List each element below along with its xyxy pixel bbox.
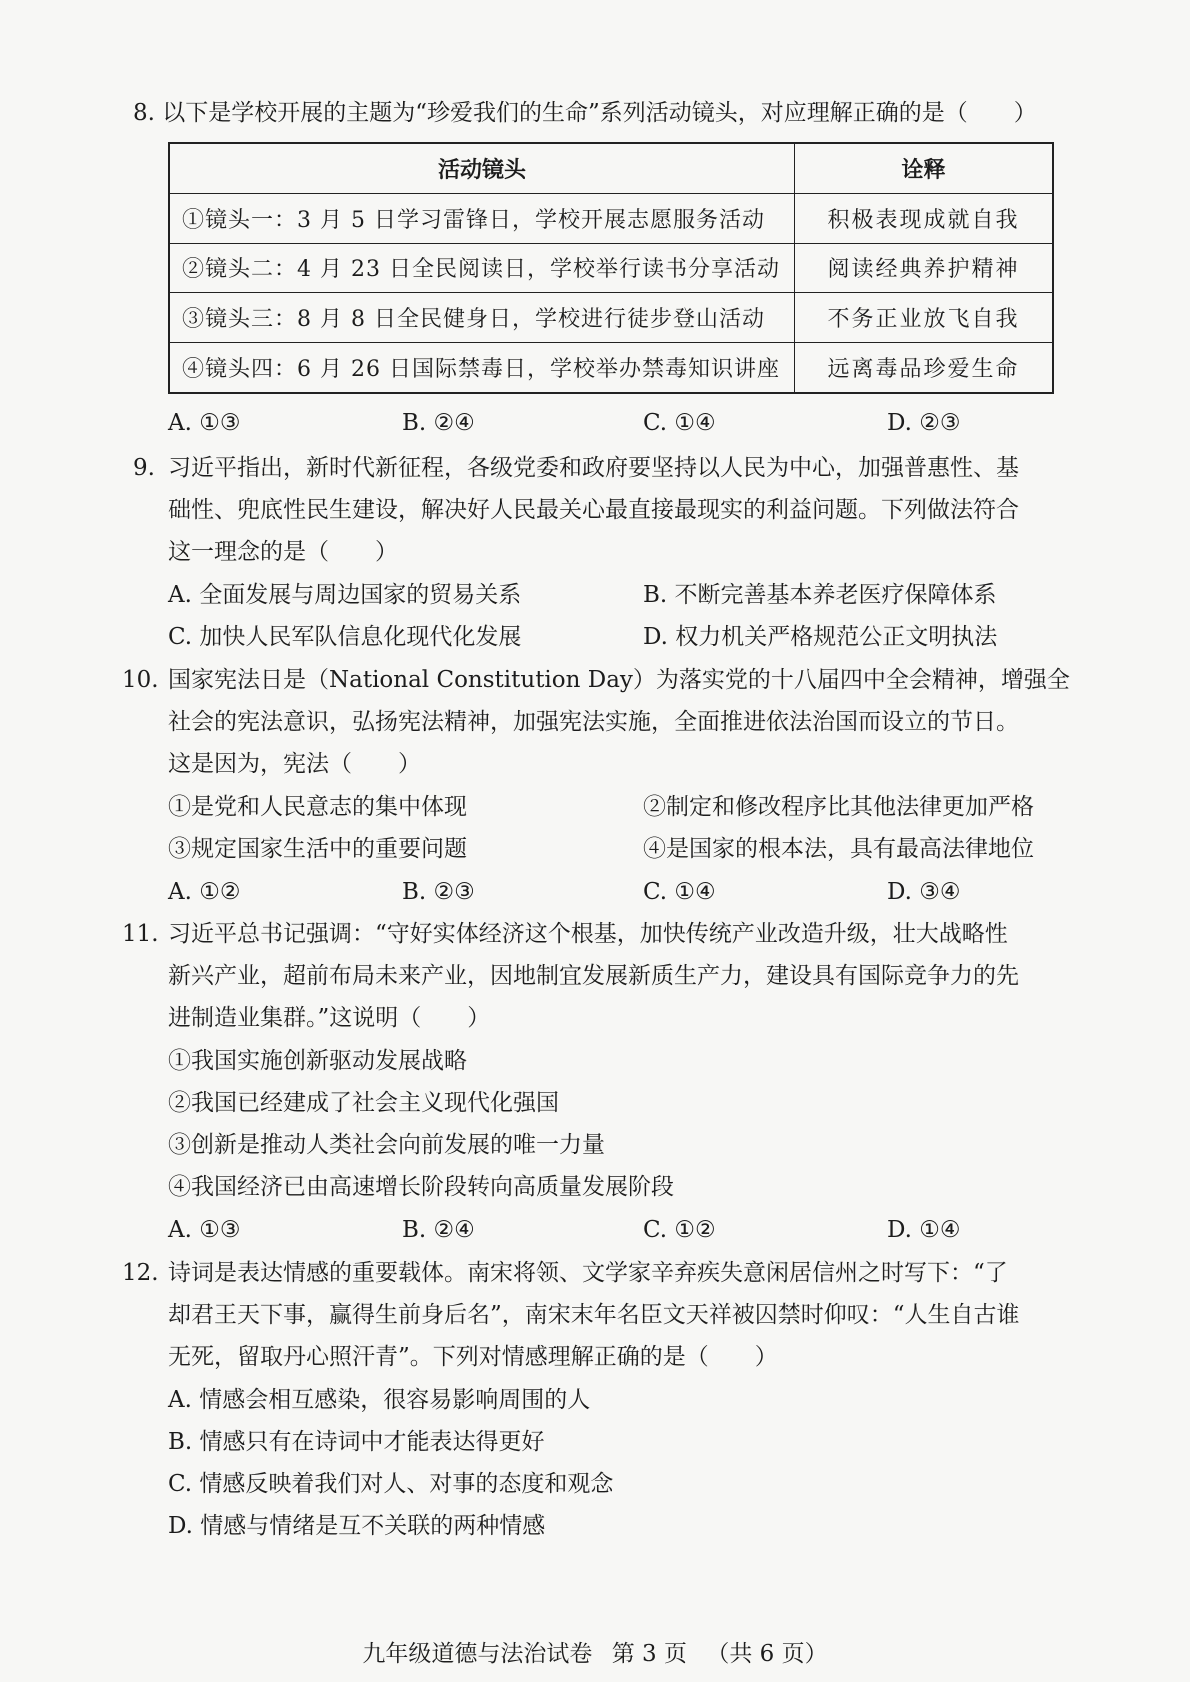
q8-option-a: A. ①③ — [168, 410, 241, 436]
table-cell-shot: ①镜头一：3 月 5 日学习雷锋日，学校开展志愿服务活动 — [169, 193, 795, 243]
footer-page-number: 第 3 页 — [611, 1641, 687, 1667]
q8-activity-table — [168, 142, 1054, 394]
q12-line: 却君王天下事，赢得生前身后名”，南宋末年名臣文天祥被囚禁时仰叹：“人生自古谁 — [168, 1302, 1020, 1328]
table-cell-shot: ③镜头三：8 月 8 日全民健身日，学校进行徒步登山活动 — [169, 293, 795, 343]
q11-option-b: B. ②④ — [402, 1217, 475, 1243]
q10-statement: ②制定和修改程序比其他法律更加严格 — [643, 794, 1034, 820]
q12-number: 12. — [122, 1260, 159, 1286]
q9-line: 习近平指出，新时代新征程，各级党委和政府要坚持以人民为中心，加强普惠性、基 — [168, 455, 1019, 481]
page-footer — [0, 1635, 1190, 1668]
table-header-note: 诠释 — [795, 143, 1054, 193]
q10-option-c: C. ①④ — [643, 879, 716, 905]
q12-line: 诗词是表达情感的重要载体。南宋将领、文学家辛弃疾失意闲居信州之时写下：“了 — [168, 1260, 1008, 1286]
q11-statement: ④我国经济已由高速增长阶段转向高质量发展阶段 — [168, 1174, 674, 1200]
q11-statement: ①我国实施创新驱动发展战略 — [168, 1048, 467, 1074]
q11-statement: ③创新是推动人类社会向前发展的唯一力量 — [168, 1132, 605, 1158]
q10-option-d: D. ③④ — [887, 879, 961, 905]
q10-number: 10. — [122, 667, 159, 693]
table-cell-shot: ④镜头四：6 月 26 日国际禁毒日，学校举办禁毒知识讲座 — [169, 343, 795, 393]
table-cell-shot: ②镜头二：4 月 23 日全民阅读日，学校举行读书分享活动 — [169, 243, 795, 293]
q10-statement: ①是党和人民意志的集中体现 — [168, 794, 467, 820]
table-cell-note: 积极表现成就自我 — [795, 193, 1054, 243]
q11-option-d: D. ①④ — [887, 1217, 961, 1243]
q11-line: 进制造业集群。”这说明（ ） — [168, 1005, 491, 1031]
table-header-shot: 活动镜头 — [169, 143, 795, 193]
table-cell-note: 阅读经典养护精神 — [795, 243, 1054, 293]
table-cell-note: 远离毒品珍爱生命 — [795, 343, 1054, 393]
q10-line: 国家宪法日是（National Constitution Day）为落实党的十八届四中全会精神，增强全 — [168, 667, 1070, 693]
footer-title: 九年级道德与法治试卷 — [362, 1641, 593, 1667]
table-row — [169, 193, 1053, 243]
table-row — [169, 293, 1053, 343]
q10-line: 这是因为，宪法（ ） — [168, 751, 421, 777]
q8-option-c: C. ①④ — [643, 410, 716, 436]
q9-option-d: D. 权力机关严格规范公正文明执法 — [643, 624, 998, 650]
q11-number: 11. — [122, 921, 159, 947]
q12-line: 无死，留取丹心照汗青”。下列对情感理解正确的是（ ） — [168, 1344, 778, 1370]
q9-number: 9. — [133, 455, 155, 481]
q8-option-b: B. ②④ — [402, 410, 475, 436]
q8-option-d: D. ②③ — [887, 410, 961, 436]
q10-line: 社会的宪法意识，弘扬宪法精神，加强宪法实施，全面推进依法治国而设立的节日。 — [168, 709, 1019, 735]
q9-option-a: A. 全面发展与周边国家的贸易关系 — [168, 582, 522, 608]
footer-page-total: （共 6 页） — [706, 1641, 828, 1667]
q11-option-c: C. ①② — [643, 1217, 716, 1243]
q11-line: 新兴产业，超前布局未来产业，因地制宜发展新质生产力，建设具有国际竞争力的先 — [168, 963, 1019, 989]
q9-line: 础性、兜底性民生建设，解决好人民最关心最直接最现实的利益问题。下列做法符合 — [168, 497, 1019, 523]
q11-statement: ②我国已经建成了社会主义现代化强国 — [168, 1090, 559, 1116]
q9-option-c: C. 加快人民军队信息化现代化发展 — [168, 624, 522, 650]
q12-option-d: D. 情感与情绪是互不关联的两种情感 — [168, 1513, 546, 1539]
q11-line: 习近平总书记强调：“守好实体经济这个根基，加快传统产业改造升级，壮大战略性 — [168, 921, 1008, 947]
q8-stem: 8. 以下是学校开展的主题为“珍爱我们的生命”系列活动镜头，对应理解正确的是（ ） — [133, 100, 1037, 126]
q10-option-b: B. ②③ — [402, 879, 475, 905]
q10-statement: ③规定国家生活中的重要问题 — [168, 836, 467, 862]
q12-option-b: B. 情感只有在诗词中才能表达得更好 — [168, 1429, 545, 1455]
q10-option-a: A. ①② — [168, 879, 241, 905]
q10-statement: ④是国家的根本法，具有最高法律地位 — [643, 836, 1034, 862]
q12-option-a: A. 情感会相互感染，很容易影响周围的人 — [168, 1387, 591, 1413]
q12-option-c: C. 情感反映着我们对人、对事的态度和观念 — [168, 1471, 614, 1497]
table-row — [169, 243, 1053, 293]
table-row — [169, 343, 1053, 393]
table-cell-note: 不务正业放飞自我 — [795, 293, 1054, 343]
q9-line: 这一理念的是（ ） — [168, 539, 398, 565]
q11-option-a: A. ①③ — [168, 1217, 241, 1243]
q9-option-b: B. 不断完善基本养老医疗保障体系 — [643, 582, 997, 608]
